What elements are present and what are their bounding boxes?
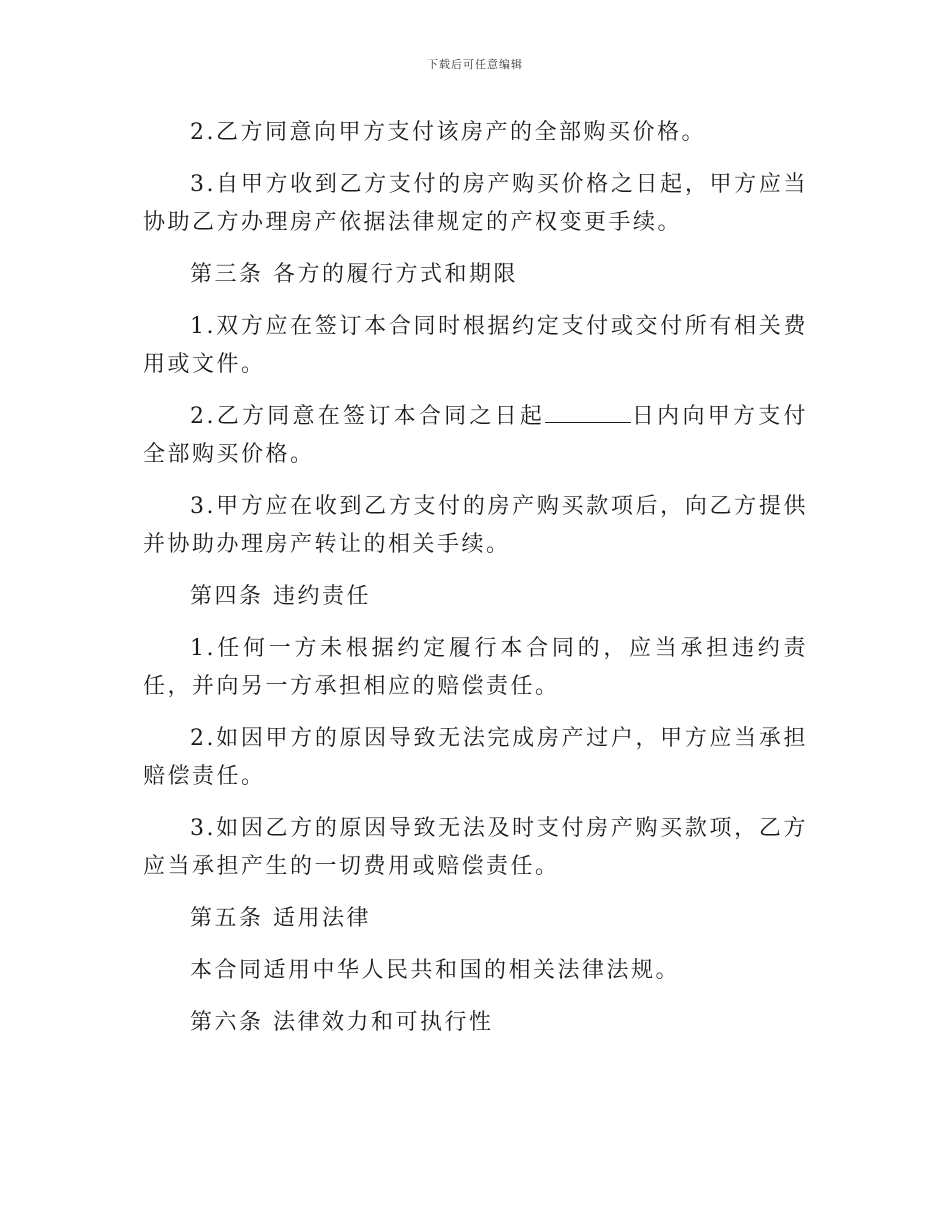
- clause-paragraph-with-blank: [143, 398, 808, 474]
- document-body: [143, 114, 808, 1042]
- clause-paragraph: 3.自甲方收到乙方支付的房产购买价格之日起，甲方应当协助乙方办理房产依据法律规定的产权变更手续。: [143, 172, 808, 235]
- clause-text-after-blank: 日内向甲方支付全部购买价格。: [143, 404, 808, 467]
- clause-paragraph: 2.如因甲方的原因导致无法完成房产过户，甲方应当承担赔偿责任。: [143, 726, 808, 789]
- clause-paragraph: 1.双方应在签订本合同时根据约定支付或交付所有相关费用或文件。: [143, 314, 808, 377]
- clause-paragraph: 本合同适用中华人民共和国的相关法律法规。: [190, 958, 681, 983]
- clause-paragraph: 2.乙方同意向甲方支付该房产的全部购买价格。: [190, 120, 706, 145]
- article-heading: 第五条 适用法律: [190, 906, 371, 931]
- clause-paragraph: 3.如因乙方的原因导致无法及时支付房产购买款项，乙方应当承担产生的一切费用或赔偿责任。: [143, 816, 808, 879]
- article-heading: 第三条 各方的履行方式和期限: [190, 262, 518, 287]
- clause-paragraph: 3.甲方应在收到乙方支付的房产购买款项后，向乙方提供并协助办理房产转让的相关手续。: [143, 494, 808, 557]
- fill-in-blank: [545, 400, 631, 423]
- clause-text-before-blank: 2.乙方同意在签订本合同之日起: [190, 404, 546, 429]
- clause-paragraph: 1.任何一方未根据约定履行本合同的，应当承担违约责任，并向另一方承担相应的赔偿责任。: [143, 636, 808, 699]
- article-heading: 第六条 法律效力和可执行性: [190, 1010, 494, 1035]
- article-heading: 第四条 违约责任: [190, 584, 371, 609]
- page-header: 下载后可任意编辑: [427, 58, 523, 71]
